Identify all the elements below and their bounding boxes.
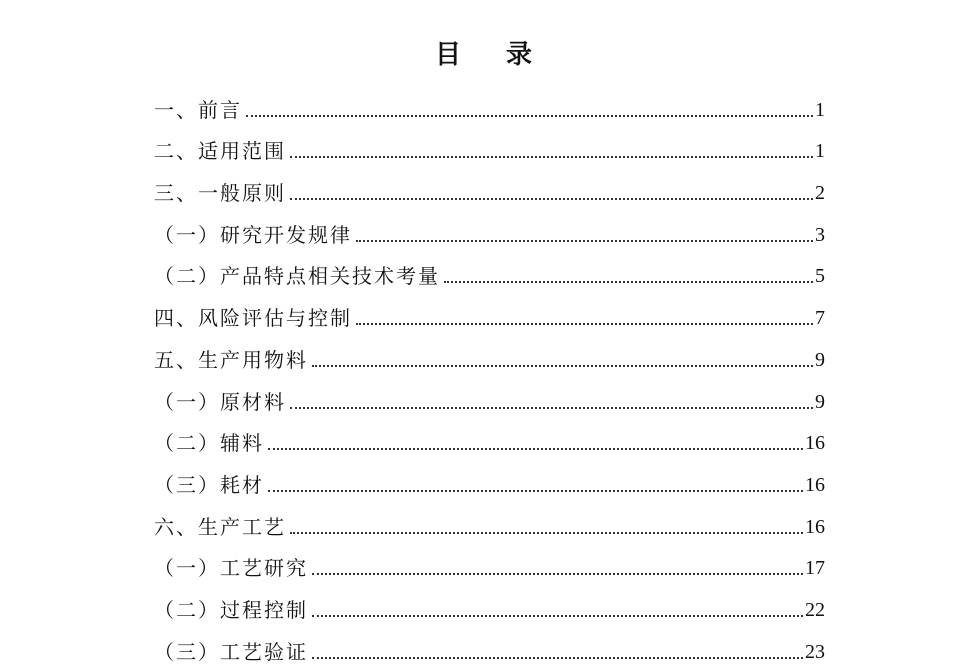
dot-leader xyxy=(312,615,803,617)
dot-leader xyxy=(312,365,813,367)
toc-entry[interactable] xyxy=(154,539,825,581)
toc-entry-page-number: 22 xyxy=(805,598,825,621)
toc-entry-page-number: 5 xyxy=(815,265,825,288)
toc-entry-label: 二、适用范围 xyxy=(154,139,286,164)
dot-leader xyxy=(290,532,803,534)
dot-leader xyxy=(356,323,813,325)
toc-entry-page-number: 9 xyxy=(815,390,825,413)
toc-entry-label: 一、前言 xyxy=(154,97,242,122)
toc-entry[interactable] xyxy=(154,80,825,122)
toc-entry-page-number: 2 xyxy=(815,182,825,205)
dot-leader xyxy=(290,407,813,409)
dot-leader xyxy=(290,156,813,158)
dot-leader xyxy=(290,198,813,200)
toc-entry-label: （二）过程控制 xyxy=(154,597,308,622)
toc-entry-page-number: 17 xyxy=(805,557,825,580)
toc-entry-label: （三）耗材 xyxy=(154,472,264,497)
toc-entry-page-number: 7 xyxy=(815,307,825,330)
toc-entry[interactable] xyxy=(154,372,825,414)
toc-entry-label: 四、风险评估与控制 xyxy=(154,306,352,331)
toc-entry-page-number: 16 xyxy=(805,432,825,455)
dot-leader xyxy=(444,281,813,283)
dot-leader xyxy=(268,448,803,450)
toc-entry-label: 六、生产工艺 xyxy=(154,514,286,539)
dot-leader xyxy=(246,115,813,117)
dot-leader xyxy=(356,240,813,242)
toc-entry-page-number: 23 xyxy=(805,640,825,663)
toc-entry[interactable] xyxy=(154,414,825,456)
toc-list xyxy=(154,80,825,664)
toc-entry[interactable] xyxy=(154,288,825,330)
toc-entry[interactable] xyxy=(154,622,825,664)
dot-leader xyxy=(312,657,803,659)
toc-entry[interactable] xyxy=(154,330,825,372)
toc-entry-page-number: 3 xyxy=(815,223,825,246)
toc-entry-label: （一）工艺研究 xyxy=(154,556,308,581)
toc-entry[interactable] xyxy=(154,497,825,539)
toc-entry[interactable] xyxy=(154,455,825,497)
toc-entry-label: （一）研究开发规律 xyxy=(154,222,352,247)
dot-leader xyxy=(312,573,803,575)
dot-leader xyxy=(268,490,803,492)
toc-entry-label: 三、一般原则 xyxy=(154,181,286,206)
toc-entry-label: （二）产品特点相关技术考量 xyxy=(154,264,440,289)
toc-entry-label: 五、生产用物料 xyxy=(154,347,308,372)
toc-entry[interactable] xyxy=(154,580,825,622)
toc-title: 目 录 xyxy=(434,40,551,70)
toc-entry[interactable] xyxy=(154,163,825,205)
toc-entry-label: （二）辅料 xyxy=(154,431,264,456)
toc-entry[interactable] xyxy=(154,247,825,289)
toc-entry-page-number: 1 xyxy=(815,140,825,163)
toc-entry[interactable] xyxy=(154,122,825,164)
toc-entry-page-number: 9 xyxy=(815,348,825,371)
toc-entry-label: （三）工艺验证 xyxy=(154,639,308,664)
toc-entry[interactable] xyxy=(154,205,825,247)
toc-entry-page-number: 16 xyxy=(805,473,825,496)
toc-entry-page-number: 16 xyxy=(805,515,825,538)
toc-entry-label: （一）原材料 xyxy=(154,389,286,414)
toc-entry-page-number: 1 xyxy=(815,98,825,121)
